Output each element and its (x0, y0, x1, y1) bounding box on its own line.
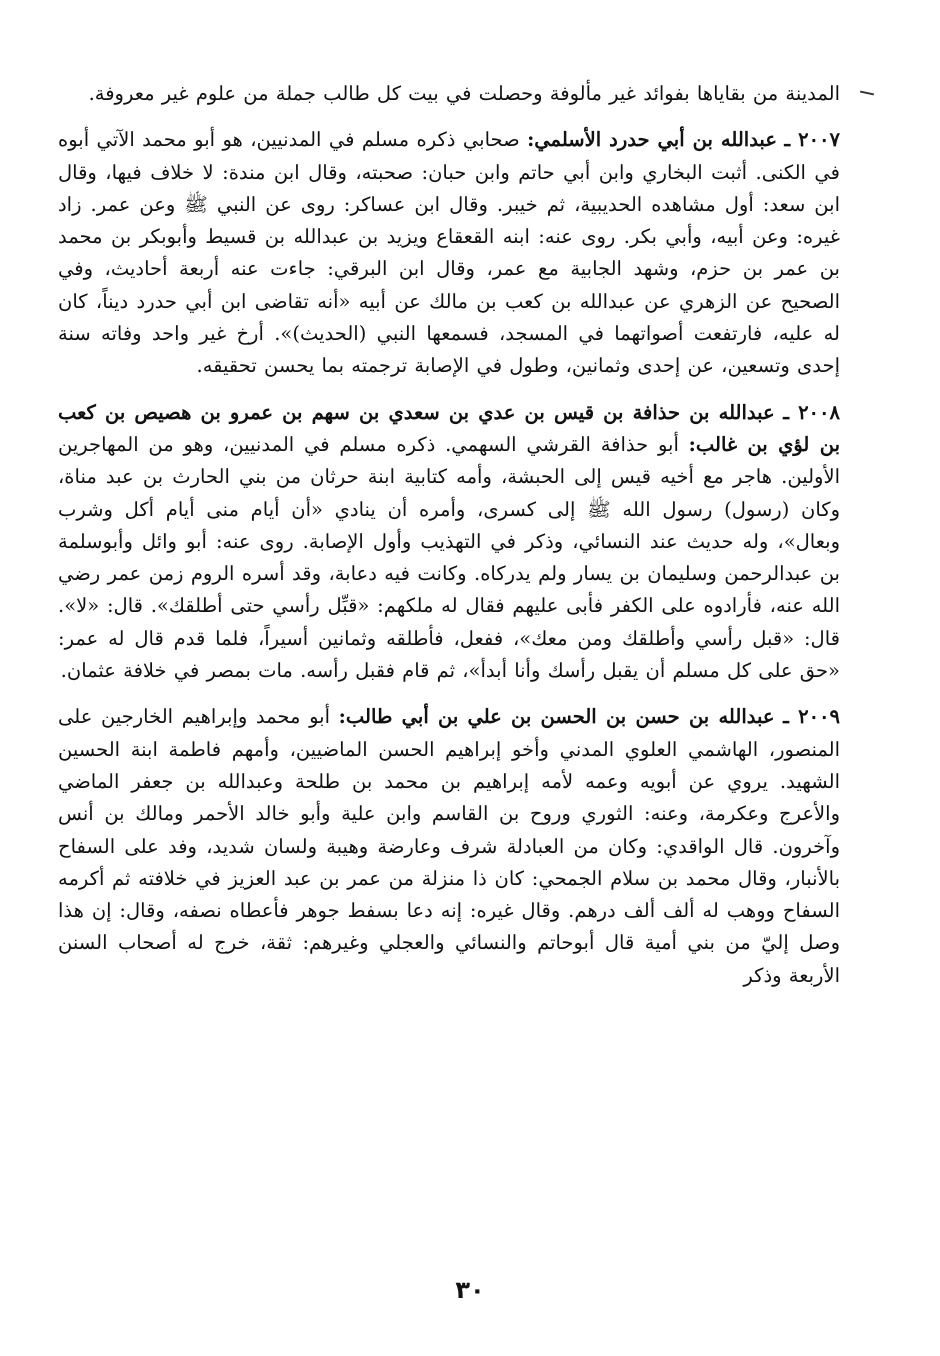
page-body (58, 78, 840, 1348)
entry-number: ٢٠٠٩ ـ (783, 705, 840, 729)
entry-2007 (58, 124, 840, 382)
paragraph-continuation (58, 78, 840, 110)
entry-text: أبو حذافة القرشي السهمي. ذكره مسلم في المدنيين، وهو من المهاجرين الأولين. هاجر مع أخيه قيس إلى الحبشة، وأمه كتابية ابنة حرثان من بني الحارث بن عبد مناة، وكان (رسول) رسول الله ﷺ إلى كسرى، وأمره أن ينادي «أن أيام منى أيام أكل وشرب وبعال»، وله حديث عند النسائي، وذكر في التهذيب وأول الإصابة. روى عنه: أبو وائل وأبوسلمة بن عبدالرحمن وسليمان بن يسار ولم يدركاه. وكانت فيه دعابة، وقد أسره الروم زمن عمر رضي الله عنه، فأرادوه على الكفر فأبى عليهم فقال له ملكهم: «قبِّل رأسي حتى أطلقك». قال: «لا». قال: «قبل رأسي وأطلقك ومن معك»، ففعل، فأطلقه وثمانين أسيراً، فلما قدم قال له عمر: «حق على كل مسلم أن يقبل رأسك وأنا أبدأ»، ثم قام فقبل رأسه. مات بمصر في خلافة عثمان. (58, 432, 840, 683)
entry-name: عبدالله بن حسن بن الحسن بن علي بن أبي طالب: (338, 705, 775, 729)
entry-2009 (58, 701, 840, 992)
entry-name: عبدالله بن حذافة بن قيس بن عدي بن سعدي بن سهم بن عمرو بن هصيص بن كعب بن لؤي بن غالب: (58, 400, 840, 456)
page-corner-mark (860, 91, 874, 96)
entry-text: صحابي ذكره مسلم في المدنيين، هو أبو محمد الآتي أبوه في الكنى. أثبت البخاري وابن أبي حاتم وابن حبان: صحبته، وقال ابن مندة: لا خلاف فيها، وقال ابن سعد: أول مشاهده الحديبية، ثم خيبر. وقال ابن عساكر: روى عن النبي ﷺ وعن عمر. زاد غيره: وعن أبيه، وأبي بكر. روى عنه: ابنه القعقاع ويزيد بن عبدالله بن قسيط وأبوبكر بن محمد بن عمر بن حزم، وشهد الجابية مع عمر، وقال ابن البرقي: جاءت عنه أربعة أحاديث، وفي الصحيح عن الزهري عن عبدالله بن كعب بن مالك عن أبيه «أنه تقاضى ابن أبي حدرد ديناً، كان له عليه، فارتفعت أصواتهما في المسجد، فسمعها النبي (الحديث)». أرخ غير واحد وفاته سنة إحدى وتسعين، عن إحدى وثمانين، وطول في الإصابة ترجمته بما يحسن تحقيقه. (58, 128, 840, 378)
paragraph-text: المدينة من بقاياها بفوائد غير مألوفة وحصلت في بيت كل طالب جملة من علوم غير معروفة. (88, 82, 840, 105)
entry-number: ٢٠٠٨ ـ (783, 400, 840, 424)
entry-number: ٢٠٠٧ ـ (784, 128, 841, 152)
entry-name: عبدالله بن أبي حدرد الأسلمي: (527, 128, 777, 152)
page-number: ٣٠ (455, 1276, 485, 1304)
entry-2008 (58, 397, 840, 688)
entry-text: أبو محمد وإبراهيم الخارجين على المنصور، الهاشمي العلوي المدني وأخو إبراهيم الحسن الماضيين، وأمهم فاطمة ابنة الحسين الشهيد. يروي عن أبويه وعمه لأمه إبراهيم بن محمد بن طلحة وعبدالله بن جعفر الماضي والأعرج وعكرمة، وعنه: الثوري وروح بن القاسم وابن علية وأبو خالد الأحمر ومالك بن أنس وآخرون. قال الواقدي: وكان من العبادلة شرف وعارضة وهيبة ولسان شديد، وفد على السفاح بالأنبار، وقال محمد بن سلام الجمحي: كان ذا منزلة من عمر بن عبد العزيز في خلافته ثم أكرمه السفاح ووهب له ألف ألف درهم. وقال غيره: إنه دعا بسفط جوهر فأعطاه نصفه، وقال: إن هذا وصل إليّ من بني أمية قال أبوحاتم والنسائي والعجلي وغيرهم: ثقة، خرج له أصحاب السنن الأربعة وذكر (58, 705, 840, 987)
